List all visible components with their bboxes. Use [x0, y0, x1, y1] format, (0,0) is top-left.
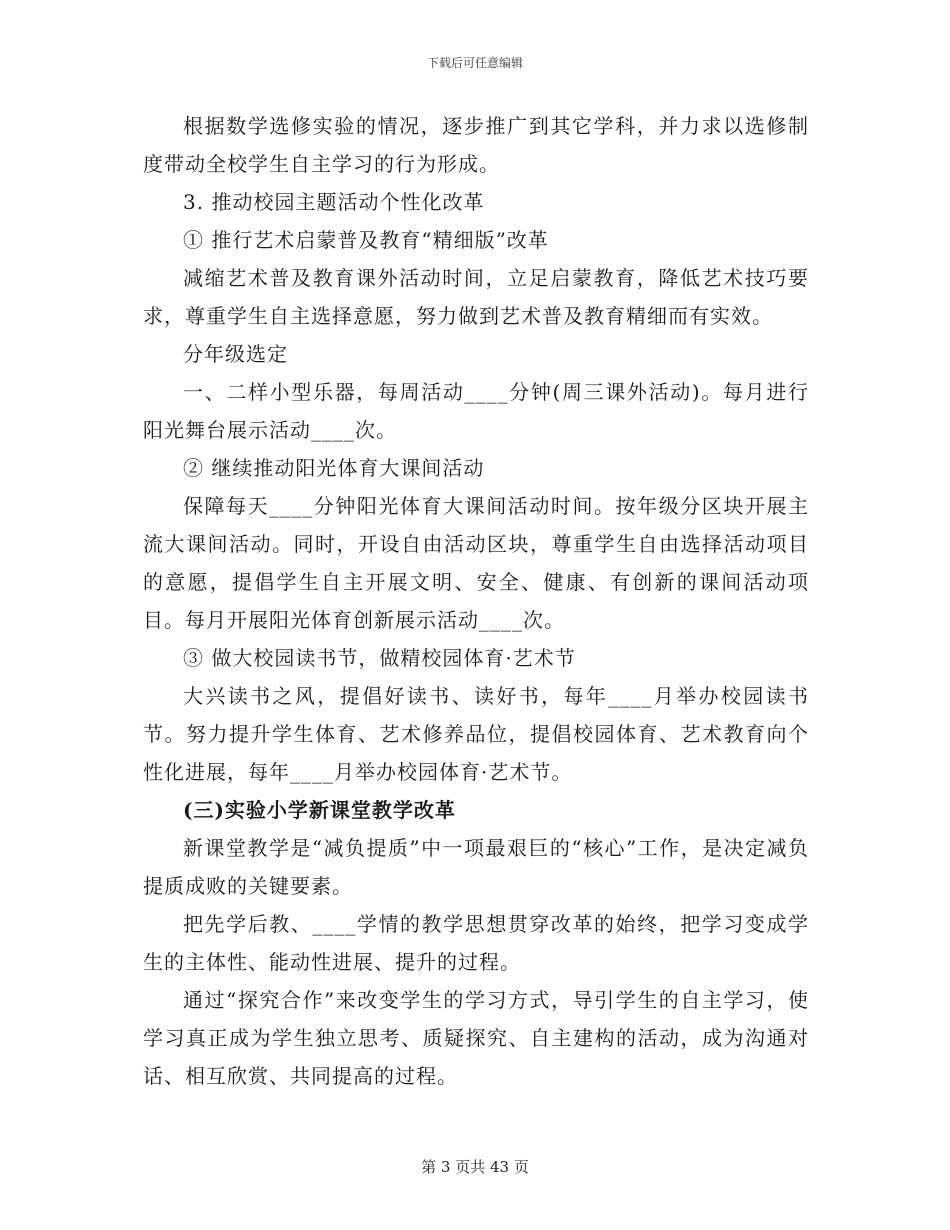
subsection-title-sunshine-sports: ② 继续推动阳光体育大课间活动: [183, 456, 485, 480]
paragraph-elective-promotion: 根据数学选修实验的情况，逐步推广到其它学科，并力求以选修制度带动全校学生自主学习的行为形成。: [143, 114, 809, 176]
paragraph-grade-selection: 分年级选定: [183, 342, 288, 366]
subsection-title-reading-festival: ③ 做大校园读书节，做精校园体育·艺术节: [183, 646, 576, 670]
paragraph-teaching-thought: 把先学后教、____学情的教学思想贯穿改革的始终，把学习变成学生的主体性、能动性进展、提升的过程。: [143, 912, 809, 974]
section-title-classroom-reform: (三)实验小学新课堂教学改革: [183, 798, 456, 822]
section-title-campus-activities: 3. 推动校园主题活动个性化改革: [183, 190, 485, 214]
page-header: 下载后可任意编辑: [426, 56, 523, 70]
page-footer: 第 3 页共 43 页: [421, 1158, 529, 1176]
paragraph-sunshine-sports: 保障每天____分钟阳光体育大课间活动时间。按年级分区块开展主流大课间活动。同时，开设自由活动区块，尊重学生自由选择活动项目的意愿，提倡学生自主开展文明、安全、健康、有创新的课间活动项目。每月开展阳光体育创新展示活动____次。: [143, 494, 809, 632]
paragraph-reading-festival: 大兴读书之风，提倡好读书、读好书，每年____月举办校园读书节。努力提升学生体育、艺术修养品位，提倡校园体育、艺术教育向个性化进展，每年____月举办校园体育·艺术节。: [143, 684, 809, 784]
paragraph-instruments: 一、二样小型乐器，每周活动____分钟(周三课外活动)。每月进行阳光舞台展示活动____次。: [143, 380, 809, 442]
document-body: [143, 107, 809, 1095]
subsection-title-art-education: ① 推行艺术启蒙普及教育“精细版”改革: [183, 228, 549, 252]
paragraph-art-education: 减缩艺术普及教育课外活动时间，立足启蒙教育，降低艺术技巧要求，尊重学生自主选择意愿，努力做到艺术普及教育精细而有实效。: [143, 266, 809, 328]
paragraph-new-classroom: 新课堂教学是“减负提质”中一项最艰巨的“核心”工作，是决定减负提质成败的关键要素。: [143, 836, 809, 898]
paragraph-inquiry-cooperation: 通过“探究合作”来改变学生的学习方式，导引学生的自主学习，使学习真正成为学生独立思考、质疑探究、自主建构的活动，成为沟通对话、相互欣赏、共同提高的过程。: [143, 988, 809, 1088]
